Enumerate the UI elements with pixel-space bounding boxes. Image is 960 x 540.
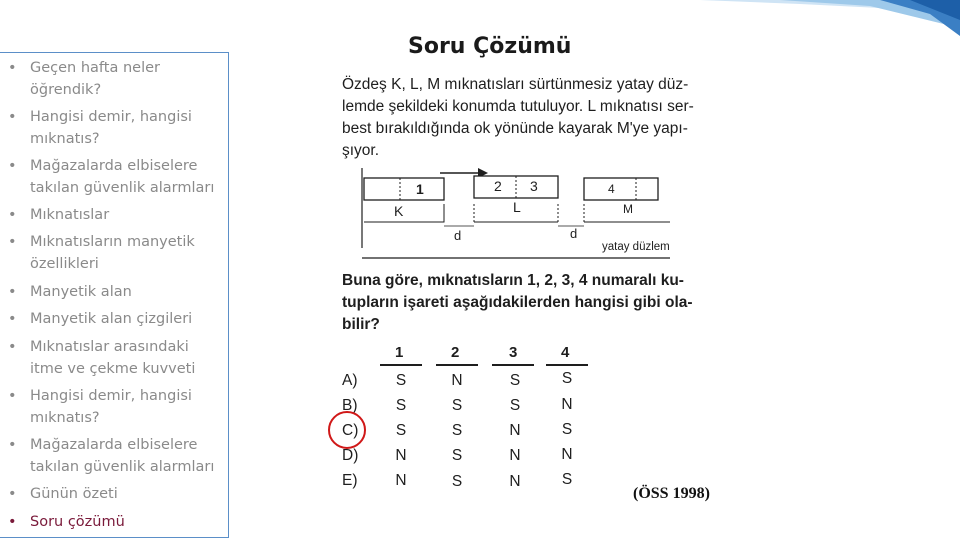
option-label: C) <box>342 422 359 439</box>
outline-item[interactable] <box>8 336 223 380</box>
bullet-icon: • <box>8 437 17 453</box>
question-prompt-line: tupların işareti aşağıdakilerden hangisi gibi ola- <box>342 294 693 311</box>
magnet-m <box>584 178 658 200</box>
outline-item-label: Hangisi demir, hangisi mıknatıs? <box>30 109 192 147</box>
answer-cell: N <box>509 422 521 439</box>
answer-cell: S <box>561 471 573 488</box>
answer-cell: S <box>451 397 463 414</box>
pole-label: 2 <box>494 178 502 194</box>
answer-cell: N <box>561 396 573 413</box>
answer-cell: S <box>509 397 521 414</box>
pole-label: 1 <box>416 181 424 197</box>
answer-cell: S <box>451 473 463 490</box>
bullet-icon: • <box>8 311 17 327</box>
answer-cell: S <box>395 372 407 389</box>
outline-item[interactable] <box>8 308 223 330</box>
outline-item[interactable] <box>8 204 223 226</box>
bullet-icon: • <box>8 158 17 174</box>
bullet-icon: • <box>8 207 17 223</box>
bullet-icon: • <box>8 234 17 250</box>
bullet-icon: • <box>8 388 17 404</box>
bullet-icon: • <box>8 284 17 300</box>
pole-label: 4 <box>608 182 615 196</box>
source-citation: (ÖSS 1998) <box>633 485 710 502</box>
header-underline <box>492 364 534 366</box>
outline-item-label: Manyetik alan çizgileri <box>30 311 193 327</box>
sidebar-outline <box>0 52 229 538</box>
question-line: lemde şekildeki konumda tutuluyor. L mıknatısı ser- <box>342 98 694 115</box>
magnet-l <box>474 176 558 198</box>
bullet-icon: • <box>8 109 17 125</box>
outline-item[interactable] <box>8 106 223 150</box>
answer-cell: N <box>561 446 573 463</box>
column-header: 4 <box>561 344 570 361</box>
bullet-icon: • <box>8 60 17 76</box>
header-underline <box>546 364 588 366</box>
outline-item[interactable] <box>8 57 223 101</box>
outline-item-active[interactable] <box>8 511 223 533</box>
option-label: E) <box>342 472 358 489</box>
answer-cell: N <box>509 447 521 464</box>
magnet-label: L <box>513 199 521 215</box>
header-underline <box>380 364 422 366</box>
outline-item[interactable] <box>8 281 223 303</box>
outline-item-label: Soru çözümü <box>30 514 125 530</box>
magnet-k <box>364 178 444 200</box>
outline-item[interactable] <box>8 385 223 429</box>
bullet-icon: • <box>8 514 17 530</box>
outline-item-label: Hangisi demir, hangisi mıknatıs? <box>30 388 192 426</box>
outline-item[interactable] <box>8 231 223 275</box>
outline-item-label: Günün özeti <box>30 486 118 502</box>
bullet-icon: • <box>8 339 17 355</box>
question-prompt-line: Buna göre, mıknatısların 1, 2, 3, 4 numaralı ku- <box>342 272 684 289</box>
outline-item-label: Mıknatısların manyetik özellikleri <box>30 234 195 272</box>
outline-item[interactable] <box>8 434 223 478</box>
outline-item-label: Manyetik alan <box>30 284 132 300</box>
answer-cell: S <box>561 421 573 438</box>
question-line: Özdeş K, L, M mıknatısları sürtünmesiz yatay düz- <box>342 76 689 93</box>
option-label: A) <box>342 372 358 389</box>
surface-label: yatay düzlem <box>602 241 670 253</box>
outline-item-label: Mıknatıslar arasındaki itme ve çekme kuvveti <box>30 339 196 377</box>
question-prompt-line: bilir? <box>342 316 380 333</box>
distance-label: d <box>454 228 462 243</box>
answer-cell: S <box>395 422 407 439</box>
answer-cell: N <box>395 472 407 489</box>
answer-cell: S <box>509 372 521 389</box>
column-header: 1 <box>395 344 404 361</box>
pole-label: 3 <box>530 178 538 194</box>
magnets-diagram <box>340 160 680 260</box>
outline-item[interactable] <box>8 483 223 505</box>
outline-item-label: Geçen hafta neler öğrendik? <box>30 60 160 98</box>
outline-item-label: Mağazalarda elbiselere takılan güvenlik alarmları <box>30 437 215 475</box>
magnet-label: M <box>623 202 633 216</box>
answer-cell: N <box>451 372 463 389</box>
answer-cell: S <box>561 370 573 387</box>
answer-cell: S <box>451 447 463 464</box>
header-underline <box>436 364 478 366</box>
outline-item[interactable] <box>8 155 223 199</box>
column-header: 3 <box>509 344 518 361</box>
column-header: 2 <box>451 344 460 361</box>
outline-item-label: Mağazalarda elbiselere takılan güvenlik alarmları <box>30 158 215 196</box>
question-line: best bırakıldığında ok yönünde kayarak M'ye yapı- <box>342 120 688 137</box>
question-line: şıyor. <box>342 142 380 159</box>
option-label: D) <box>342 447 359 464</box>
outline-item-label: Mıknatıslar <box>30 207 110 223</box>
option-label: B) <box>342 397 358 414</box>
answer-cell: N <box>395 447 407 464</box>
answer-cell: N <box>509 473 521 490</box>
slide-title: Soru Çözümü <box>408 34 572 59</box>
magnet-label: K <box>394 203 404 219</box>
answer-cell: S <box>451 422 463 439</box>
answer-marker-circle <box>328 411 366 449</box>
distance-label: d <box>570 226 578 241</box>
bullet-icon: • <box>8 486 17 502</box>
answer-cell: S <box>395 397 407 414</box>
